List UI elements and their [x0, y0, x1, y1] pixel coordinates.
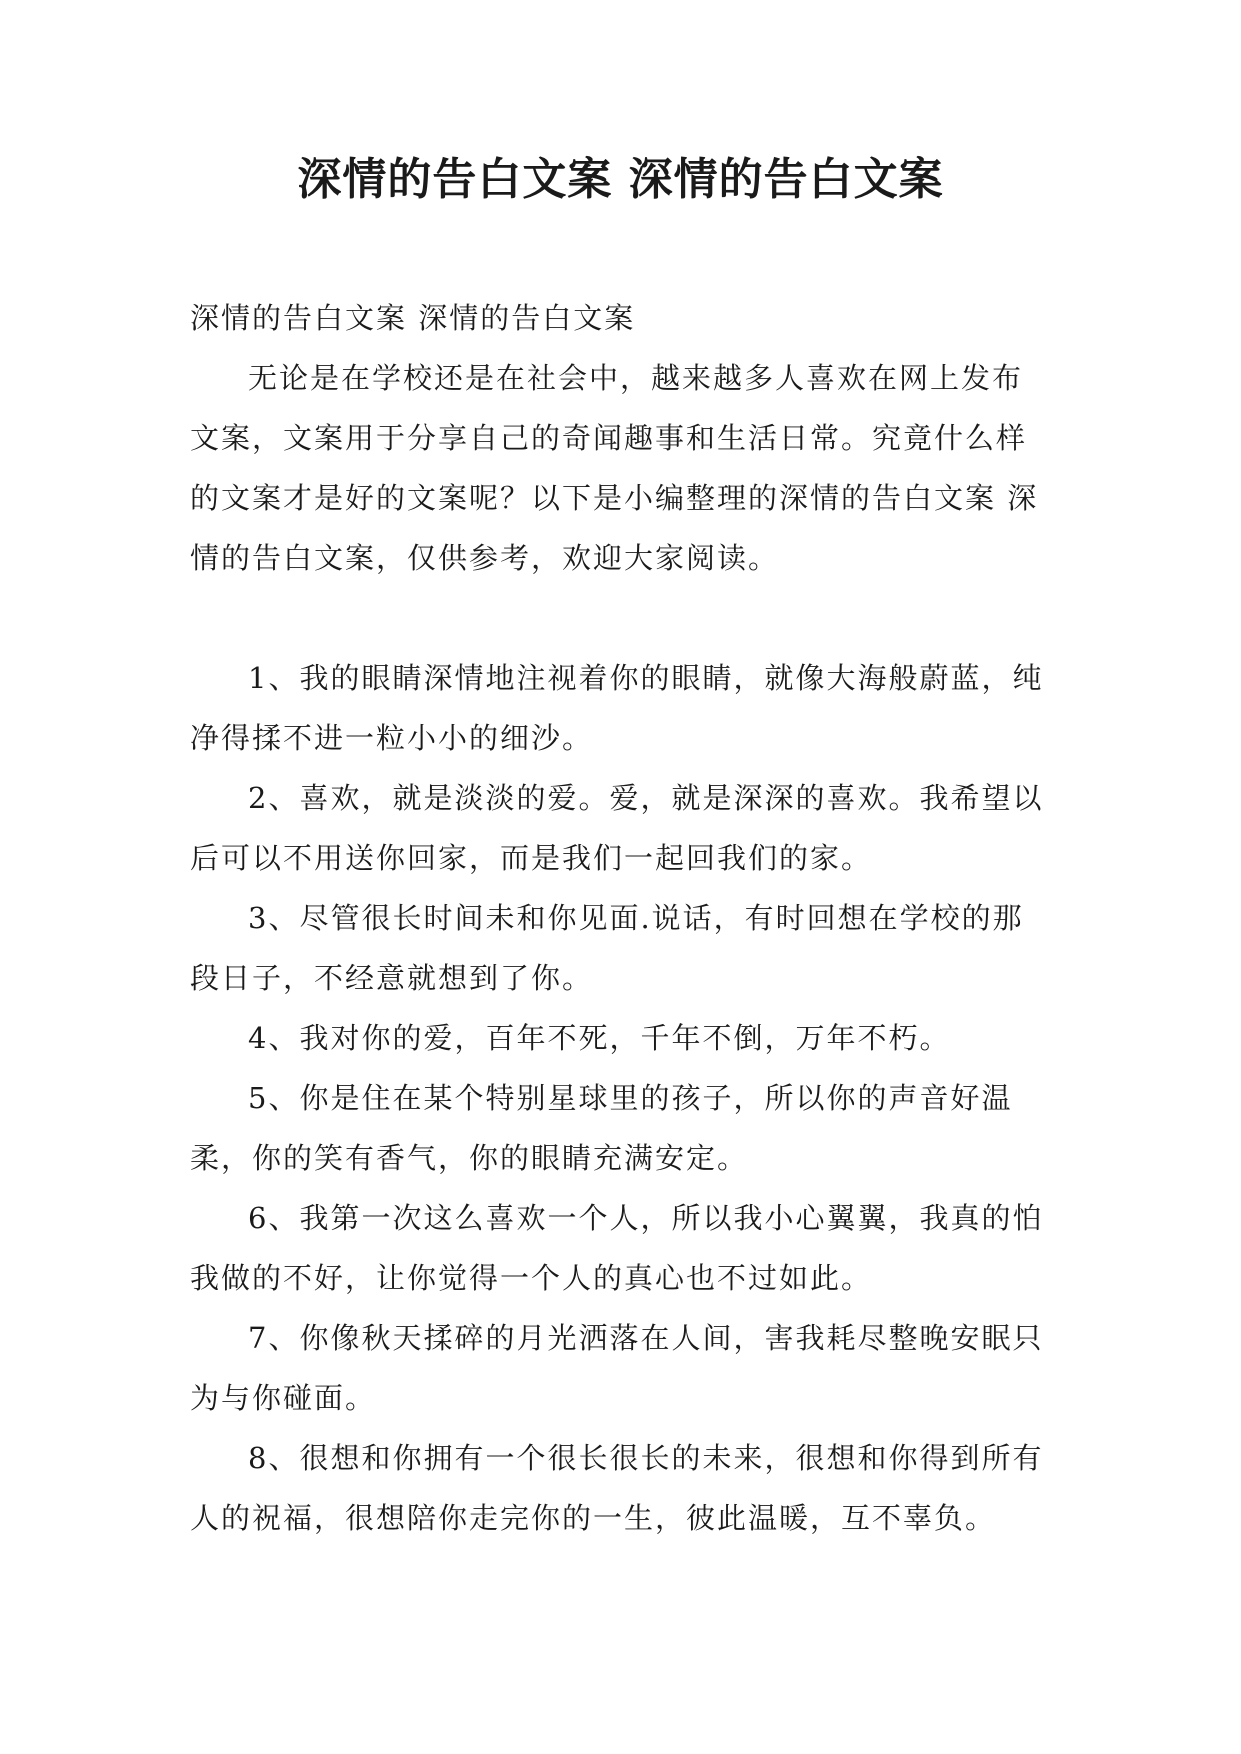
- intro-paragraph: 无论是在学校还是在社会中，越来越多人喜欢在网上发布文案，文案用于分享自己的奇闻趣事和生活日常。究竟什么样的文案才是好的文案呢？以下是小编整理的深情的告白文案 深情的告白文案，仅供参考，欢迎大家阅读。: [190, 361, 1039, 575]
- list-item: 3、尽管很长时间未和你见面.说话，有时回想在学校的那段日子，不经意就想到了你。: [190, 901, 1024, 995]
- list-item: 6、我第一次这么喜欢一个人，所以我小心翼翼，我真的怕我做的不好，让你觉得一个人的真心也不过如此。: [190, 1201, 1044, 1295]
- list-item: 4、我对你的爱，百年不死，千年不倒，万年不朽。: [248, 1021, 951, 1055]
- document-subtitle: 深情的告白文案 深情的告白文案: [190, 301, 636, 335]
- list-item: 8、很想和你拥有一个很长很长的未来，很想和你得到所有人的祝福，很想陪你走完你的一生，彼此温暖，互不辜负。: [190, 1441, 1044, 1535]
- document-body: [190, 288, 1052, 1548]
- list-item: 1、我的眼睛深情地注视着你的眼睛，就像大海般蔚蓝，纯净得揉不进一粒小小的细沙。: [190, 661, 1044, 755]
- list-item: 5、你是住在某个特别星球里的孩子，所以你的声音好温柔，你的笑有香气，你的眼睛充满安定。: [190, 1081, 1013, 1175]
- document-title: 深情的告白文案 深情的告白文案: [297, 154, 944, 205]
- list-item: 2、喜欢，就是淡淡的爱。爱，就是深深的喜欢。我希望以后可以不用送你回家，而是我们一起回我们的家。: [190, 781, 1044, 875]
- list-item: 7、你像秋天揉碎的月光洒落在人间，害我耗尽整晚安眠只为与你碰面。: [190, 1321, 1044, 1415]
